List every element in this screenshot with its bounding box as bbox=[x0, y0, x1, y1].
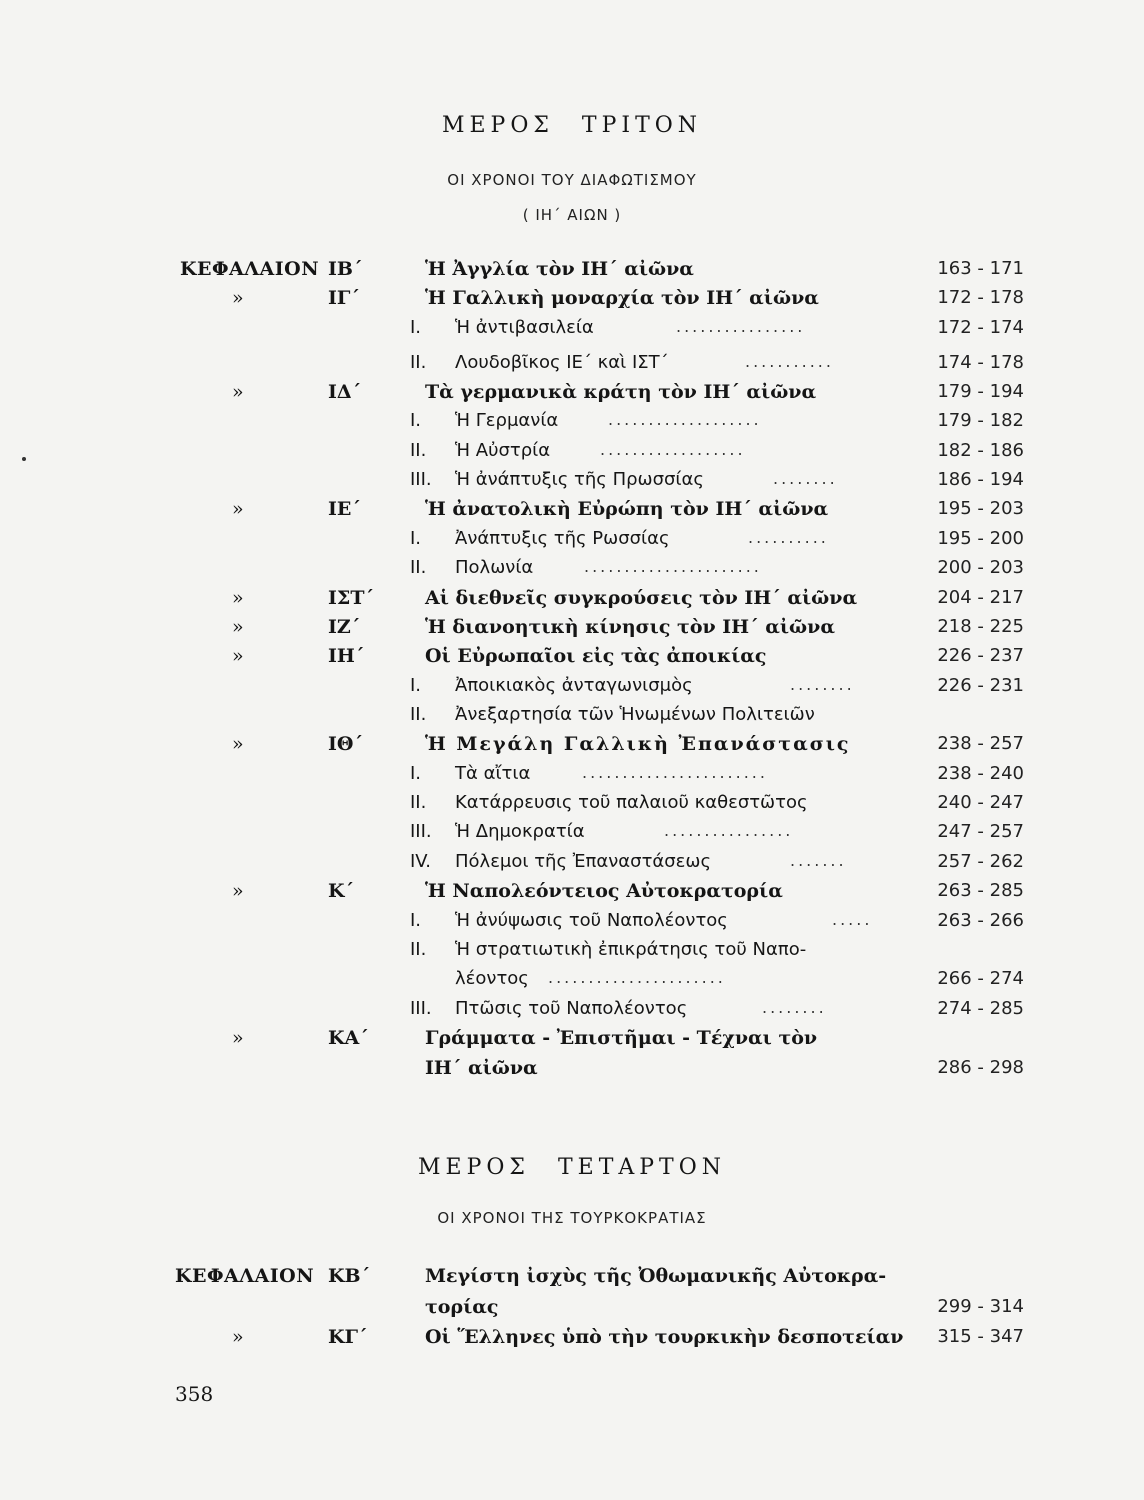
section-title: Ἡ ἀνάπτυξις τῆς Πρωσσίας bbox=[455, 469, 704, 490]
page-number: 358 bbox=[175, 1382, 214, 1406]
toc-section-row bbox=[0, 939, 1144, 969]
section-title: Ἡ ἀνύψωσις τοῦ Ναπολέοντος bbox=[455, 910, 728, 931]
chapter-title: Οἱ Ἕλληνες ὑπὸ τὴν τουρκικὴν δεσποτείαν bbox=[425, 1326, 904, 1348]
page-range: 274 - 285 bbox=[937, 998, 1024, 1019]
section-number: II. bbox=[410, 440, 427, 461]
toc-section-row bbox=[0, 821, 1144, 851]
section-title: Ἀνάπτυξις τῆς Ρωσσίας bbox=[455, 528, 670, 549]
chapter-title: Ἡ Ἀγγλία τὸν ΙΗ΄ αἰῶνα bbox=[425, 258, 694, 280]
chapter-title-continued: ΙΗ΄ αἰῶνα bbox=[425, 1057, 538, 1079]
toc-chapter-row bbox=[0, 1057, 1144, 1087]
toc-chapter-row bbox=[0, 587, 1144, 617]
chapter-title: Γράμματα - Ἐπιστῆμαι - Τέχναι τὸν bbox=[425, 1027, 818, 1049]
chapter-number: Κ΄ bbox=[328, 880, 355, 902]
chapter-number: ΙΣΤ΄ bbox=[328, 587, 374, 609]
chapter-title: Ἡ διανοητικὴ κίνησις τὸν ΙΗ΄ αἰῶνα bbox=[425, 616, 835, 638]
section-number: III. bbox=[410, 821, 432, 842]
toc-section-row bbox=[0, 675, 1144, 705]
toc-chapter-row bbox=[0, 1326, 1144, 1356]
toc-section-row bbox=[0, 792, 1144, 822]
chapter-number: ΙΘ΄ bbox=[328, 733, 363, 755]
leader-dots: ....... bbox=[790, 851, 847, 870]
toc-section-row bbox=[0, 440, 1144, 470]
page-range: 238 - 240 bbox=[937, 763, 1024, 784]
ditto-mark: » bbox=[232, 587, 244, 609]
toc-chapter-row bbox=[0, 1265, 1144, 1295]
toc-chapter-row bbox=[0, 381, 1144, 411]
ditto-mark: » bbox=[232, 498, 244, 520]
chapter-number: ΚΓ΄ bbox=[328, 1326, 368, 1348]
section-number: IV. bbox=[410, 851, 432, 872]
toc-section-row bbox=[0, 968, 1144, 998]
page-range: 263 - 266 bbox=[937, 910, 1024, 931]
page-range: 238 - 257 bbox=[937, 733, 1024, 754]
toc-chapter-row bbox=[0, 1296, 1144, 1326]
ditto-mark: » bbox=[232, 287, 244, 309]
section-number: II. bbox=[410, 352, 427, 373]
leader-dots: .......... bbox=[748, 528, 829, 547]
toc-section-row bbox=[0, 910, 1144, 940]
page-range: 179 - 182 bbox=[937, 410, 1024, 431]
page-range: 263 - 285 bbox=[937, 880, 1024, 901]
section-number: I. bbox=[410, 528, 422, 549]
toc-section-row bbox=[0, 317, 1144, 347]
toc-section-row bbox=[0, 704, 1144, 734]
toc-section-row bbox=[0, 469, 1144, 499]
section-number: II. bbox=[410, 939, 427, 960]
toc-chapter-row bbox=[0, 498, 1144, 528]
chapter-title: Ἡ Μεγάλη Γαλλικὴ Ἐπανάστασις bbox=[425, 733, 851, 755]
section-title: Ἡ Γερμανία bbox=[455, 410, 559, 431]
chapter-label: ΚΕΦΑΛΑΙΟΝ bbox=[180, 258, 320, 280]
page-range: 186 - 194 bbox=[937, 469, 1024, 490]
section-title-continued: λέοντος bbox=[455, 968, 529, 989]
section-number: III. bbox=[410, 469, 432, 490]
section-number: I. bbox=[410, 410, 422, 431]
section-number: I. bbox=[410, 317, 422, 338]
toc-chapter-row bbox=[0, 1027, 1144, 1057]
section-title: Ἡ Δημοκρατία bbox=[455, 821, 585, 842]
section-title: Ἀποικιακὸς ἀνταγωνισμὸς bbox=[455, 675, 693, 696]
page-range: 195 - 200 bbox=[937, 528, 1024, 549]
leader-dots: ........ bbox=[773, 469, 838, 488]
section-title: Λουδοβῖκος ΙΕ΄ καὶ ΙΣΤ΄ bbox=[455, 352, 669, 373]
page-range: 172 - 174 bbox=[937, 317, 1024, 338]
page-range: 247 - 257 bbox=[937, 821, 1024, 842]
page-range: 240 - 247 bbox=[937, 792, 1024, 813]
toc-chapter-row bbox=[0, 287, 1144, 317]
chapter-title: Αἱ διεθνεῖς συγκρούσεις τὸν ΙΗ΄ αἰῶνα bbox=[425, 587, 858, 609]
toc-section-row bbox=[0, 528, 1144, 558]
chapter-title: Ἡ ἀνατολικὴ Εὐρώπη τὸν ΙΗ΄ αἰῶνα bbox=[425, 498, 829, 520]
part-three-title: ΜΕΡΟΣ ΤΡΙΤΟΝ bbox=[441, 113, 703, 138]
section-title: Ἡ ἀντιβασιλεία bbox=[455, 317, 594, 338]
part-four-subtitle: ΟΙ ΧΡΟΝΟΙ ΤΗΣ ΤΟΥΡΚΟΚΡΑΤΙΑΣ bbox=[437, 1209, 707, 1227]
page-range: 257 - 262 bbox=[937, 851, 1024, 872]
section-number: II. bbox=[410, 704, 427, 725]
leader-dots: ...................... bbox=[548, 968, 726, 987]
ditto-mark: » bbox=[232, 880, 244, 902]
section-title: Ἡ στρατιωτικὴ ἐπικράτησις τοῦ Ναπο- bbox=[455, 939, 807, 960]
toc-section-row bbox=[0, 763, 1144, 793]
part-three-era: ( ΙΗ΄ ΑΙΩΝ ) bbox=[522, 206, 622, 224]
leader-dots: ...................... bbox=[584, 557, 762, 576]
part-three-subtitle: ΟΙ ΧΡΟΝΟΙ ΤΟΥ ΔΙΑΦΩΤΙΣΜΟΥ bbox=[447, 171, 697, 189]
chapter-number: ΙΖ΄ bbox=[328, 616, 361, 638]
leader-dots: ....................... bbox=[582, 763, 768, 782]
section-title: Κατάρρευσις τοῦ παλαιοῦ καθεστῶτος bbox=[455, 792, 808, 813]
section-number: I. bbox=[410, 910, 422, 931]
page-range: 226 - 237 bbox=[937, 645, 1024, 666]
ditto-mark: » bbox=[232, 1027, 244, 1049]
part-four-title: ΜΕΡΟΣ ΤΕΤΑΡΤΟΝ bbox=[417, 1155, 727, 1180]
chapter-title-continued: τορίας bbox=[425, 1296, 499, 1318]
page-range: 204 - 217 bbox=[937, 587, 1024, 608]
toc-chapter-row bbox=[0, 616, 1144, 646]
page-range: 286 - 298 bbox=[937, 1057, 1024, 1078]
page-range: 226 - 231 bbox=[937, 675, 1024, 696]
leader-dots: ................... bbox=[608, 410, 762, 429]
leader-dots: ................ bbox=[676, 317, 806, 336]
page-range: 174 - 178 bbox=[937, 352, 1024, 373]
chapter-title: Οἱ Εὐρωπαῖοι εἰς τὰς ἀποικίας bbox=[425, 645, 767, 667]
leader-dots: ........ bbox=[762, 998, 827, 1017]
leader-dots: ........... bbox=[745, 352, 834, 371]
ditto-mark: » bbox=[232, 645, 244, 667]
section-title: Πολωνία bbox=[455, 557, 534, 578]
chapter-number: ΙΒ΄ bbox=[328, 258, 363, 280]
section-title: Ἀνεξαρτησία τῶν Ἡνωμένων Πολιτειῶν bbox=[455, 704, 815, 725]
toc-chapter-row bbox=[0, 645, 1144, 675]
chapter-number: ΚΑ΄ bbox=[328, 1027, 369, 1049]
section-number: II. bbox=[410, 792, 427, 813]
page-range: 179 - 194 bbox=[937, 381, 1024, 402]
toc-section-row bbox=[0, 352, 1144, 382]
section-number: III. bbox=[410, 998, 432, 1019]
page-range: 163 - 171 bbox=[937, 258, 1024, 279]
leader-dots: ........ bbox=[790, 675, 855, 694]
section-title: Ἡ Αὐστρία bbox=[455, 440, 551, 461]
chapter-label: ΚΕΦΑΛΑΙΟΝ bbox=[175, 1265, 315, 1287]
chapter-number: ΚΒ΄ bbox=[328, 1265, 371, 1287]
toc-section-row bbox=[0, 851, 1144, 881]
chapter-number: ΙΓ΄ bbox=[328, 287, 360, 309]
toc-chapter-row bbox=[0, 880, 1144, 910]
chapter-title: Μεγίστη ἰσχὺς τῆς Ὀθωμανικῆς Αὐτοκρα- bbox=[425, 1265, 887, 1287]
ditto-mark: » bbox=[232, 1326, 244, 1348]
page-range: 195 - 203 bbox=[937, 498, 1024, 519]
toc-chapter-row bbox=[0, 733, 1144, 763]
chapter-number: ΙΗ΄ bbox=[328, 645, 365, 667]
page-range: 266 - 274 bbox=[937, 968, 1024, 989]
chapter-title: Ἡ Γαλλικὴ μοναρχία τὸν ΙΗ΄ αἰῶνα bbox=[425, 287, 819, 309]
toc-section-row bbox=[0, 410, 1144, 440]
leader-dots: .................. bbox=[600, 440, 746, 459]
page-range: 218 - 225 bbox=[937, 616, 1024, 637]
section-title: Πτῶσις τοῦ Ναπολέοντος bbox=[455, 998, 688, 1019]
section-number: I. bbox=[410, 675, 422, 696]
leader-dots: ..... bbox=[832, 910, 873, 929]
ditto-mark: » bbox=[232, 381, 244, 403]
page-range: 315 - 347 bbox=[937, 1326, 1024, 1347]
chapter-title: Τὰ γερμανικὰ κράτη τὸν ΙΗ΄ αἰῶνα bbox=[425, 381, 817, 403]
page-range: 299 - 314 bbox=[937, 1296, 1024, 1317]
toc-chapter-row bbox=[0, 258, 1144, 288]
toc-section-row bbox=[0, 998, 1144, 1028]
page-range: 182 - 186 bbox=[937, 440, 1024, 461]
page-range: 172 - 178 bbox=[937, 287, 1024, 308]
leader-dots: ................ bbox=[664, 821, 794, 840]
ditto-mark: » bbox=[232, 616, 244, 638]
section-title: Πόλεμοι τῆς Ἐπαναστάσεως bbox=[455, 851, 712, 872]
chapter-number: ΙΕ΄ bbox=[328, 498, 361, 520]
section-number: II. bbox=[410, 557, 427, 578]
ditto-mark: » bbox=[232, 733, 244, 755]
chapter-title: Ἡ Ναπολεόντειος Αὐτοκρατορία bbox=[425, 880, 783, 902]
section-number: I. bbox=[410, 763, 422, 784]
section-title: Τὰ αἴτια bbox=[455, 763, 531, 784]
chapter-number: ΙΔ΄ bbox=[328, 381, 362, 403]
page-range: 200 - 203 bbox=[937, 557, 1024, 578]
toc-section-row bbox=[0, 557, 1144, 587]
